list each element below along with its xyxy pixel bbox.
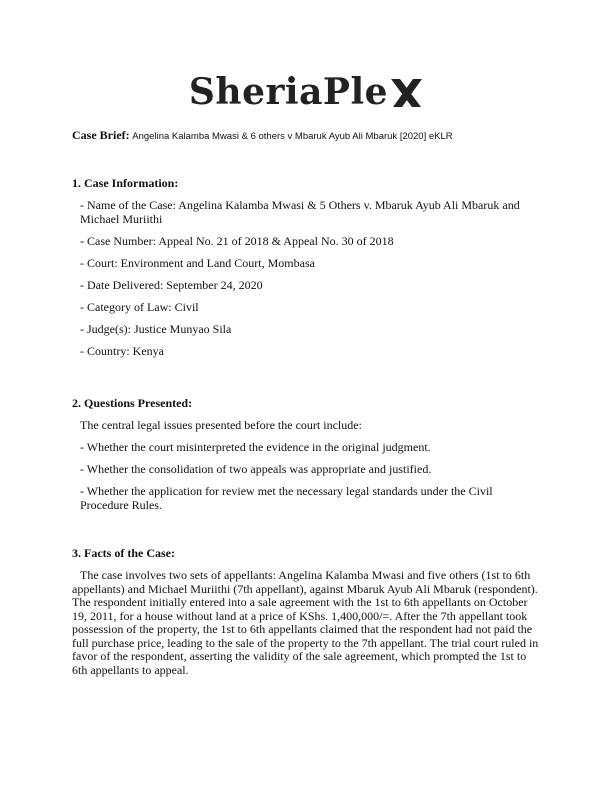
questions-presented-section [72,396,542,521]
question-item: - Whether the application for review met the necessary legal standards under the Civil Procedure Rules. [80,484,493,512]
facts-section [72,546,542,677]
court: - Court: Environment and Land Court, Mombasa [80,255,315,270]
question-item: - Whether the court misinterpreted the evidence in the original judgment. [80,440,431,454]
case-brief-label: Case Brief: [72,128,130,142]
question-item: - Whether the consolidation of two appeals was appropriate and justified. [80,462,432,476]
facts-paragraph: The case involves two sets of appellants: Angelina Kalamba Mwasi and five others (1st to 6th appellants) and Michael Muriithi (7th appellant), against Mbaruk Ayub Ali Mbaruk (respondent). The respondent initially entered into a sale agreement with the 1st to 6th appellants on October 19, 2011, for a house without land at a price of KShs. 1,400,000/=. After the 7th appellant took possession of the property, the 1st to 6th appellants claimed that the respondent had not paid the full purchase price, leading to the sale of the property to the 7th appellant. The trial court ruled in favor of the respondent, asserting the validity of the sale agreement, which prompted the 1st to 6th appellants to appeal. [72,568,539,677]
case-name: - Name of the Case: Angelina Kalamba Mwasi & 5 Others v. Mbaruk Ayub Ali Mbaruk and Michael Muriithi [80,198,520,226]
case-brief-line [72,128,542,144]
category-of-law: - Category of Law: Civil [80,299,199,314]
questions-intro: The central legal issues presented before the court include: [80,418,362,432]
facts-heading: 3. Facts of the Case: [72,546,175,560]
case-information-heading: 1. Case Information: [72,176,179,190]
date-delivered: - Date Delivered: September 24, 2020 [80,277,263,292]
country: - Country: Kenya [80,343,164,358]
logo-text: SheriaPle [188,71,389,113]
judges: - Judge(s): Justice Munyao Sila [80,321,232,336]
sheriaplex-logo [0,70,612,114]
case-brief-title: Angelina Kalamba Mwasi & 6 others v Mbaruk Ayub Ali Mbaruk [2020] eKLR [132,131,453,142]
logo-x-icon [389,76,423,110]
questions-presented-heading: 2. Questions Presented: [72,396,193,410]
case-information-section [72,176,542,367]
case-number: - Case Number: Appeal No. 21 of 2018 & Appeal No. 30 of 2018 [80,233,394,248]
